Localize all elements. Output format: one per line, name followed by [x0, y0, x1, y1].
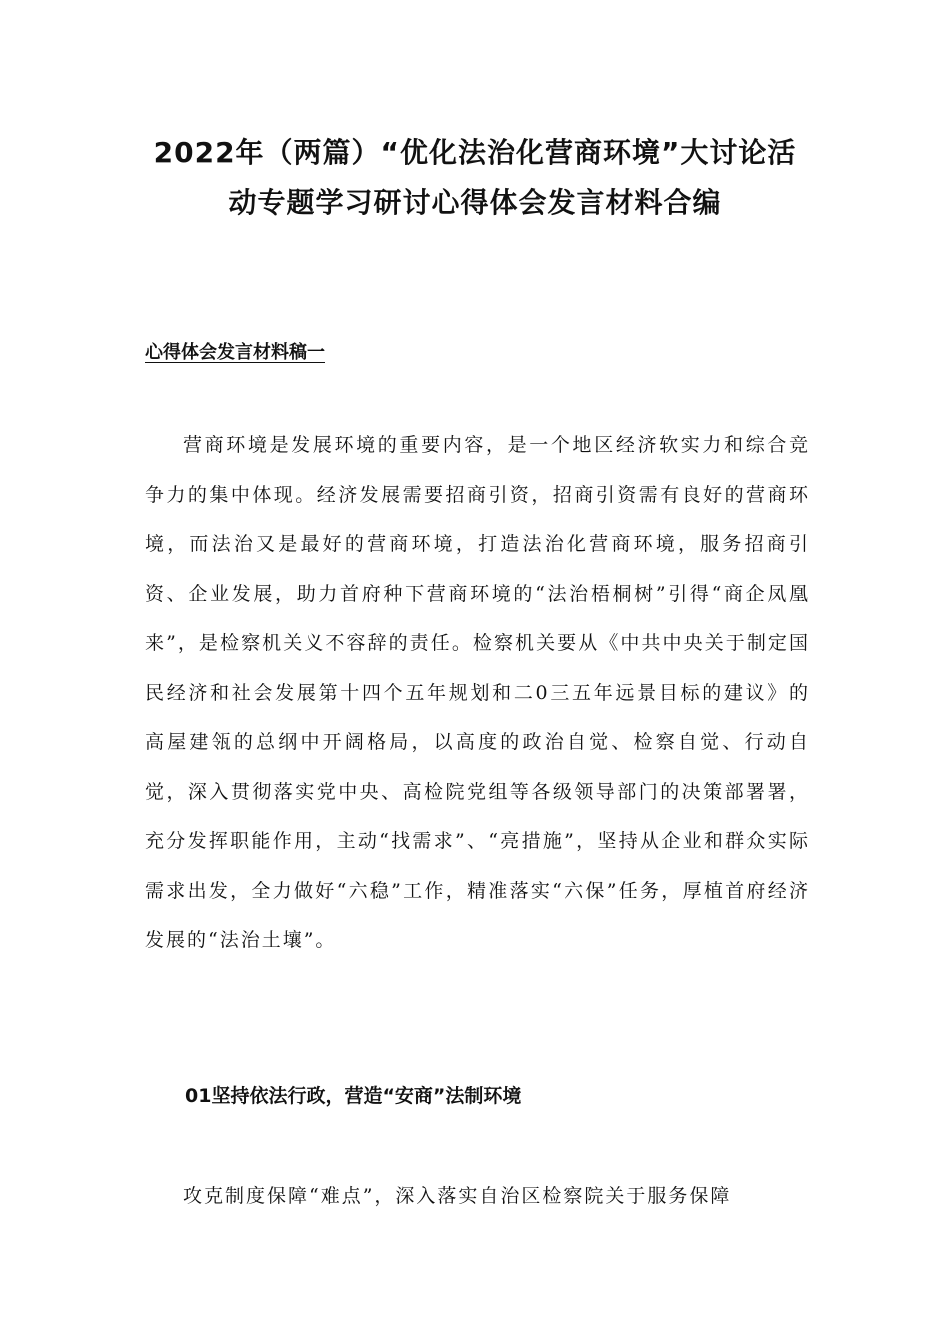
subsection-heading: 01坚持依法行政，营造“安商”法制环境 [185, 1085, 522, 1107]
body-paragraph: 攻克制度保障“难点”，深入落实自治区检察院关于服务保障 [183, 1185, 732, 1207]
document-title [130, 128, 820, 228]
section-heading: 心得体会发言材料稿一 [145, 342, 325, 363]
title-line-1: 2022年（两篇）“优化法治化营商环境”大讨论活 [153, 136, 797, 169]
body-paragraph: 营商环境是发展环境的重要内容，是一个地区经济软实力和综合竞争力的集中体现。经济发展需要招商引资，招商引资需有良好的营商环境，而法治又是最好的营商环境，打造法治化营商环境，服务招商引资、企业发展，助力首府种下营商环境的“法治梧桐树”引得“商企凤凰来”，是检察机关义不容辞的责任。检察机关要从《中共中央关于制定国民经济和社会发展第十四个五年规划和二0三五年远景目标的建议》的高屋建瓴的总纲中开阔格局，以高度的政治自觉、检察自觉、行动自觉，深入贯彻落实党中央、高检院党组等各级领导部门的决策部署署，充分发挥职能作用，主动“找需求”、“亮措施”，坚持从企业和群众实际需求出发，全力做好“六稳”工作，精准落实“六保”任务，厚植首府经济发展的“法治土壤”。 [145, 434, 810, 951]
title-line-2: 动专题学习研讨心得体会发言材料合编 [228, 186, 722, 219]
